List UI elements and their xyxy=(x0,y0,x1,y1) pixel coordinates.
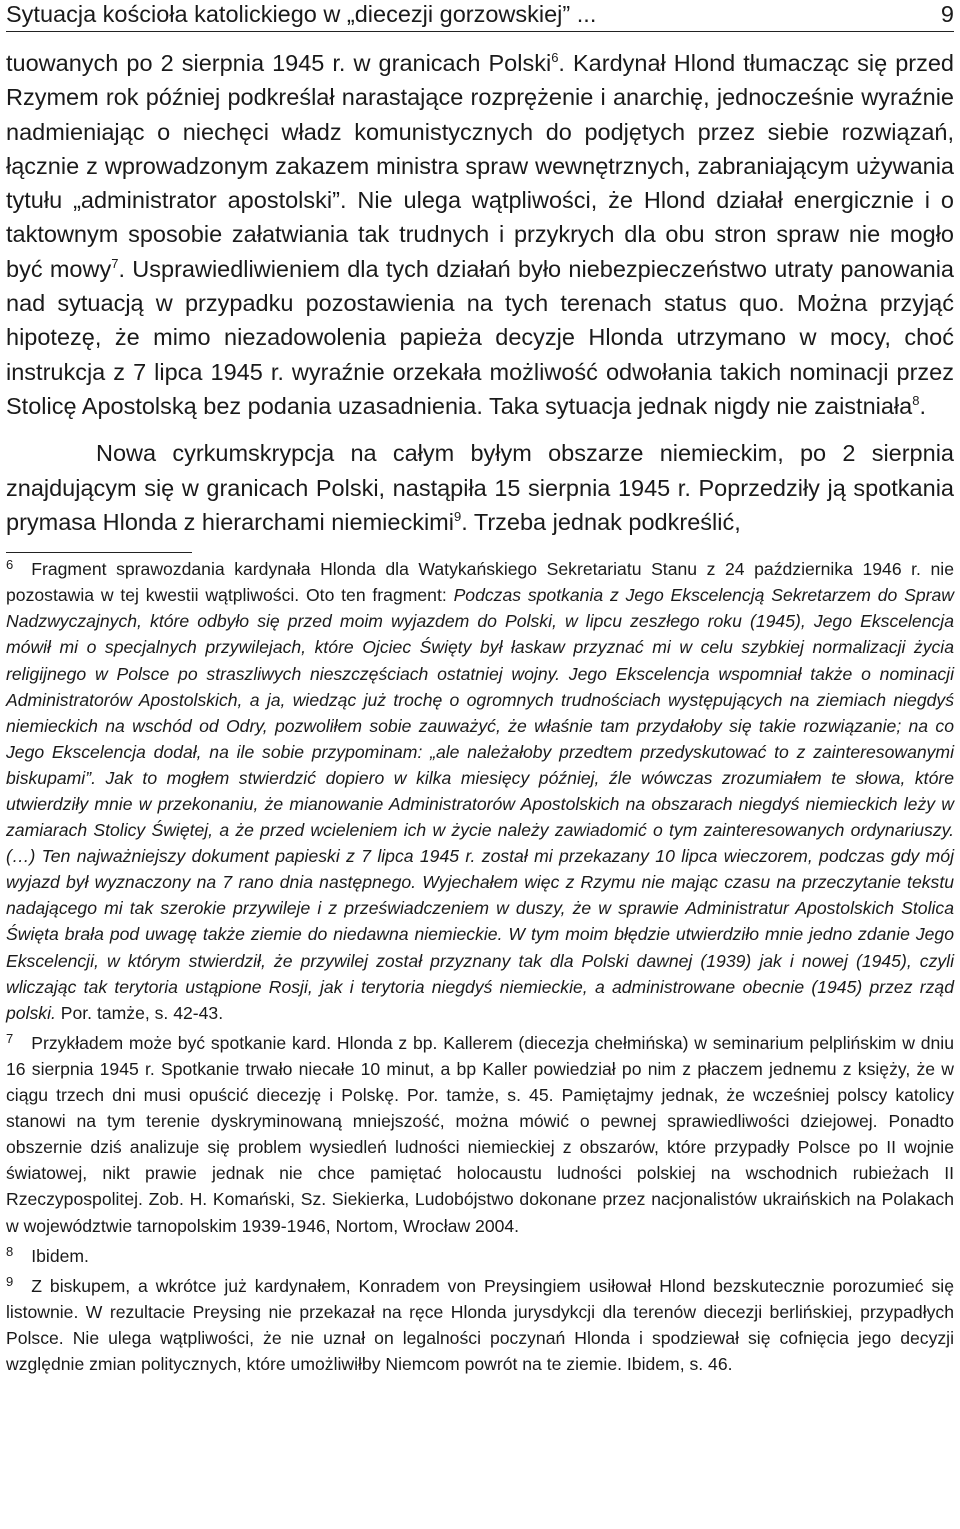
footnote-separator xyxy=(6,552,192,553)
footnote-text: Fragment sprawozdania kardynała Hlonda dla Watykańskiego Sekretariatu Stanu z 24 października 1946 r. nie pozostawia w tej kwestii wątpliwości. Oto ten fragment: xyxy=(6,559,954,606)
footnote-text: Przykładem może być spotkanie kard. Hlonda z bp. Kallerem (diecezja chełmińska) w seminarium pelplińskim w dniu 16 sierpnia 1945 r. Spotkanie trwało niecałe 10 minut, a bp Kaller powiedział po nim z płaczem jednemu z księży, że w ciągu trzech dni musi opuścić diecezję i Polskę. Por. tamże, s. 45. Pamiętajmy jednak, że wcześniej polscy katolicy stanowi na tym terenie dyskryminowaną mniejszość, można mówić o pewnej sprawiedliwości dziejowej. Ponadto obszernie dziś analizuje się problem wysiedleń ludności niemieckiej z obszarów, które przypadły Polsce po II wojnie światowej, nikt prawie jednak nie chce pamiętać holocaustu ludności polskiej na wschodnich rubieżach II Rzeczypospolitej. Zob. H. Komański, Sz. Siekierka, Ludobójstwo dokonane przez nacjonalistów ukraińskich na Polakach w województwie tarnopolskim 1939-1946, Nortom, Wrocław 2004. xyxy=(6,1032,954,1236)
footnote-9 xyxy=(6,1273,954,1377)
footnote-number: 7 xyxy=(6,1030,14,1046)
footnote-ref-8: 8 xyxy=(912,393,920,409)
footnote-number: 9 xyxy=(6,1273,14,1289)
footnote-text: Z biskupem, a wkrótce już kardynałem, Konradem von Preysingiem usiłował Hlond bezskutecznie porozumieć się listownie. W rezultacie Preysing nie przekazał na ręce Hlonda jurysdykcji dla terenów diecezji berlińskiej, przypadłych Polsce. Nie ulega wątpliwości, że nie uznał on legalności poczynań Hlonda i spodziewał się cofnięcia jego decyzji względnie zmian politycznych, które umożliwiłby Niemcom powrót na te ziemie. Ibidem, s. 46. xyxy=(6,1275,954,1374)
footnote-number: 6 xyxy=(6,557,14,573)
page-number: 9 xyxy=(940,1,954,27)
footnote-text: Ibidem. xyxy=(31,1245,89,1266)
footnote-6 xyxy=(6,556,954,1026)
paragraph-1 xyxy=(6,46,954,423)
footnote-ref-9: 9 xyxy=(453,509,462,525)
footnote-number: 8 xyxy=(6,1243,14,1259)
text-run: . Usprawiedliwieniem dla tych działań było niebezpieczeństwo utraty panowania nad sytuacją w przypadku pozostawienia na tych terenach status quo. Można przyjąć hipotezę, że mimo niezadowolenia papieża decyzje Hlonda utrzymano w mocy, choć instrukcja z 7 lipca 1945 r. wyraźnie orzekała możliwość odwołania takich nominacji przez Stolicę Apostolską bez podania uzasadnienia. Taka sytuacja jednak nigdy nie zaistniała xyxy=(6,255,955,419)
text-run: Nowa cyrkumskrypcja na całym byłym obszarze niemieckim, po 2 sierpnia znajdującym się w granicach Polski, nastąpiła 15 sierpnia 1945 r. Poprzedziły ją spotkania prymasa Hlonda z hierarchami niemieckimi xyxy=(6,440,954,535)
document-page xyxy=(6,0,954,1377)
footnote-text: Por. tamże, s. 42-43. xyxy=(55,1002,224,1023)
text-run: . Kardynał Hlond tłumacząc się przed Rzymem rok później podkreślał narastające rozprężenie i anarchię, jednocześnie wyraźnie nadmieniając o niechęci władz komunistycznych do podjętych przez siebie rozwiązań, łącznie z wprowadzonym zakazem ministra spraw wewnętrznych, zabraniającym używania tytułu „administrator apostolski”. Nie ulega wątpliwości, że Hlond działał energicznie i o taktownym sposobie załatwiania tak trudnych i przykrych dla obu stron spraw nie mogło być mowy xyxy=(6,50,954,282)
main-text xyxy=(6,32,954,539)
footnote-8 xyxy=(6,1243,954,1269)
footnote-ref-7: 7 xyxy=(111,255,119,271)
footnote-ref-6: 6 xyxy=(551,50,559,66)
text-run: . Trzeba jednak podkreślić, xyxy=(461,508,741,535)
running-title: Sytuacja kościoła katolickiego w „diecezji gorzowskiej” ... xyxy=(6,1,597,27)
footnotes xyxy=(6,556,954,1377)
paragraph-2 xyxy=(6,436,954,539)
footnote-quote: Podczas spotkania z Jego Ekscelencją Sekretarzem do Spraw Nadzwyczajnych, które odbyło się przed moim wyjazdem do Polski, w lipcu zeszłego roku (1945), Jego Ekscelencja mówił mi o specjalnych przywilejach, które Ojciec Święty był łaskaw przyznać mi w celu szybkiej normalizacji życia religijnego w Polsce po straszliwych nieszczęściach ostatniej wojny. Jego Ekscelencja wspomniał także o nominacji Administratorów Apostolskich, a ja, wiedząc już trochę o ogromnych trudnościach występujących na ziemiach niegdyś niemieckich na wschód od Odry, pozwoliłem sobie zauważyć, że właśnie tam przydałoby się takie rozwiązanie; na co Jego Ekscelencja dodał, na ile sobie przypominam: „ale należałoby przedtem przedyskutować to z zainteresowanymi biskupami”. Jak to mogłem stwierdzić dopiero w kilka miesięcy później, źle wówczas zrozumiałem te słowa, które utwierdziły mnie w przekonaniu, że mianowanie Administratorów Apostolskich na obszarach niegdyś niemieckich leży w zamiarach Stolicy Świętej, a że przed wcieleniem ich w życie należy zawiadomić o tym zainteresowanych ordynariuszy.(…) Ten najważniejszy dokument papieski z 7 lipca 1945 r. został mi przekazany 10 lipca wieczorem, podczas gdy mój wyjazd był wyznaczony na 7 rano dnia następnego. Wyjechałem więc z Rzymu nie mając czasu na przeczytanie tekstu nadającego mi tak szerokie przywileje i z przeświadczeniem w duszy, że w sprawie Administratur Apostolskich Stolica Święta brała pod uwagę także ziemie do niedawna niemieckie. W tym moim błędzie utwierdziło mnie jedno zdanie Jego Ekscelencji, w którym stwierdził, że przywilej został przyznany tak dla Polski dawnej (1939) jak i nowej (1945), czyli wliczając tak terytoria ustąpione Rosji, jak i terytoria niegdyś niemieckie, a administrowane obecnie (1945) przez rząd polski. xyxy=(6,585,955,1023)
footnote-7 xyxy=(6,1030,954,1239)
running-header xyxy=(6,0,954,28)
text-run: . xyxy=(919,392,926,419)
text-run: tuowanych po 2 sierpnia 1945 r. w granicach Polski xyxy=(6,50,552,76)
